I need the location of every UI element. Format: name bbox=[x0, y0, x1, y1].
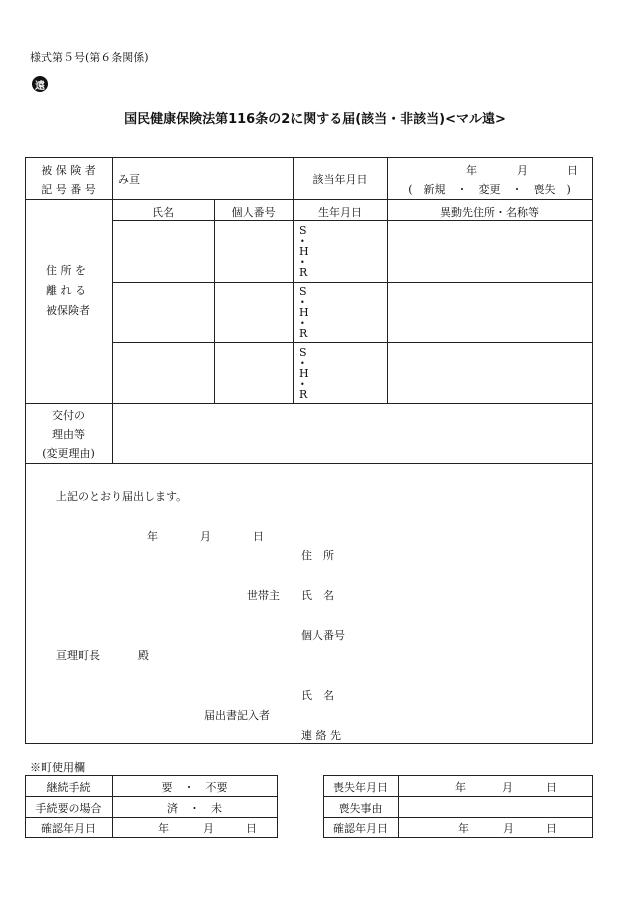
era-r: R bbox=[299, 327, 308, 340]
continuation-value[interactable]: 要 ・ 不要 bbox=[161, 781, 228, 794]
insured-number-label: 記 号 番 号 bbox=[41, 183, 96, 196]
if-needed-label: 手続要の場合 bbox=[35, 802, 102, 815]
loss-day: 日 bbox=[546, 781, 557, 794]
era-s: S bbox=[299, 224, 307, 237]
insured-symbol-value[interactable]: み亘 bbox=[118, 173, 140, 186]
era-s: S bbox=[299, 346, 307, 359]
date-year-label: 年 bbox=[466, 164, 477, 177]
era-separator: • bbox=[300, 359, 305, 368]
householder-name-label: 氏 名 bbox=[301, 589, 334, 602]
era-separator: • bbox=[300, 380, 305, 389]
page-title: 国民健康保険法第116条の2に関する届(該当・非該当)<マル遠> bbox=[124, 112, 506, 127]
filer-label: 届出書記入者 bbox=[204, 709, 270, 722]
maru-en-seal: 遠 bbox=[32, 76, 48, 92]
confirm-year: 年 bbox=[158, 822, 169, 835]
confirm2-day: 日 bbox=[546, 822, 557, 835]
era-separator: • bbox=[300, 319, 305, 328]
applicable-date-label: 該当年月日 bbox=[312, 173, 368, 186]
confirm2-month: 月 bbox=[503, 822, 514, 835]
date-month-label: 月 bbox=[517, 164, 528, 177]
if-needed-value[interactable]: 済 ・ 未 bbox=[167, 802, 222, 815]
town-use-label: ※町使用欄 bbox=[30, 761, 85, 774]
col-birthdate: 生年月日 bbox=[318, 206, 362, 219]
form-number: 様式第５号(第６条関係) bbox=[30, 51, 149, 64]
col-personal-number: 個人番号 bbox=[231, 206, 276, 219]
loss-year: 年 bbox=[455, 781, 466, 794]
householder-label: 世帯主 bbox=[247, 589, 280, 602]
left-label-line1: 住 所 を bbox=[46, 264, 86, 277]
col-name: 氏名 bbox=[152, 206, 174, 219]
date-day-label: 日 bbox=[567, 164, 578, 177]
era-s: S bbox=[299, 285, 307, 298]
declaration-year: 年 bbox=[147, 530, 158, 543]
reason-label-line1: 交付の bbox=[52, 409, 85, 422]
confirm-day: 日 bbox=[246, 822, 257, 835]
era-separator: • bbox=[300, 258, 305, 267]
change-type-options[interactable]: ( 新規 ・ 変更 ・ 喪失 ) bbox=[408, 183, 571, 196]
contact-label: 連 絡 先 bbox=[301, 729, 341, 742]
era-r: R bbox=[299, 388, 308, 401]
honorific: 殿 bbox=[138, 649, 149, 662]
loss-date-label: 喪失年月日 bbox=[333, 781, 388, 794]
reason-label-line3: (変更理由) bbox=[42, 447, 95, 460]
left-label-line2: 離 れ る bbox=[46, 284, 86, 297]
left-label-line3: 被保険者 bbox=[46, 304, 90, 317]
insured-symbol-label: 被 保 険 者 bbox=[41, 164, 96, 177]
era-separator: • bbox=[300, 237, 305, 246]
loss-month: 月 bbox=[502, 781, 513, 794]
confirm-date-label-2: 確認年月日 bbox=[333, 822, 388, 835]
declaration-statement: 上記のとおり届出します。 bbox=[56, 490, 188, 503]
loss-reason-label: 喪失事由 bbox=[338, 802, 383, 815]
era-h: H bbox=[299, 306, 309, 319]
addressee: 亘理町長 bbox=[56, 649, 100, 662]
era-h: H bbox=[299, 367, 309, 380]
era-r: R bbox=[299, 266, 308, 279]
continuation-label: 継続手続 bbox=[46, 781, 91, 794]
confirm2-year: 年 bbox=[458, 822, 469, 835]
declaration-month: 月 bbox=[200, 530, 211, 543]
personal-number-label: 個人番号 bbox=[301, 629, 345, 642]
era-h: H bbox=[299, 245, 309, 258]
filer-name-label: 氏 名 bbox=[301, 689, 334, 702]
era-separator: • bbox=[300, 298, 305, 307]
declaration-day: 日 bbox=[253, 530, 264, 543]
confirm-date-label: 確認年月日 bbox=[41, 822, 96, 835]
col-new-address: 異動先住所・名称等 bbox=[440, 206, 539, 219]
address-label: 住 所 bbox=[301, 549, 334, 562]
confirm-month: 月 bbox=[203, 822, 214, 835]
reason-label-line2: 理由等 bbox=[52, 428, 85, 441]
